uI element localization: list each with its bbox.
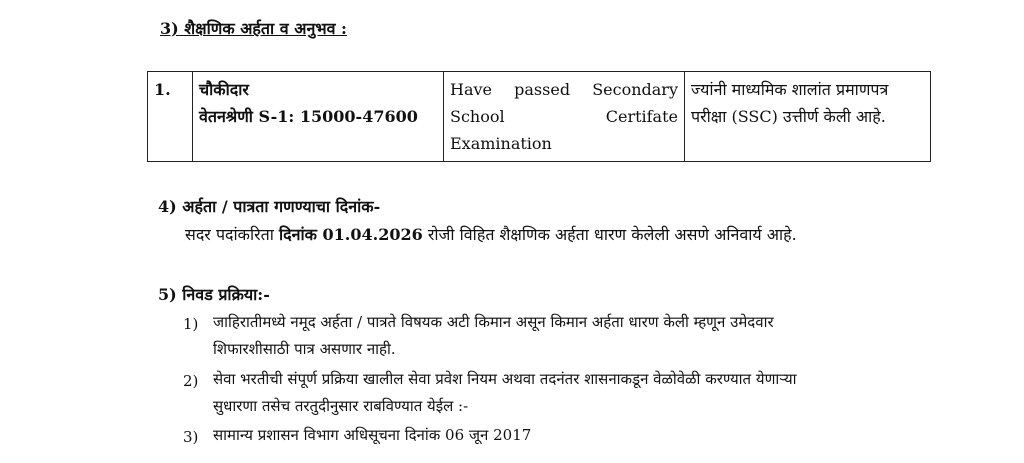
section-5-title: 5) निवड प्रक्रिया:-	[158, 285, 270, 304]
list-item-number: 1)	[183, 315, 199, 333]
section-4-date: दिनांक 01.04.2026	[279, 225, 423, 244]
qualification-table	[147, 71, 931, 162]
list-item-line: सामान्य प्रशासन विभाग अधिसूचना दिनांक 06 जून 2017	[213, 426, 532, 444]
section-3-title: 3) शैक्षणिक अर्हता व अनुभव :	[160, 19, 347, 38]
section-4-text	[185, 223, 797, 245]
post-name: चौकीदार	[199, 80, 249, 99]
table-row	[148, 72, 931, 162]
qualification-english-line2: School Certifate Examination	[450, 107, 678, 153]
row-number: 1.	[148, 72, 193, 162]
list-item-number: 3)	[183, 428, 199, 446]
list-item-line: जाहिरातीमध्ये नमूद अर्हता / पात्रते विषयक अटी किमान असून किमान अर्हता धारण केली म्हणून उमेदवार	[213, 313, 774, 331]
section-4-text-suffix: रोजी विहित शैक्षणिक अर्हता धारण केलेली असणे अनिवार्य आहे.	[427, 225, 797, 244]
list-item	[213, 366, 797, 420]
qualification-english-line1: Have passed Secondary	[450, 80, 678, 99]
list-item	[213, 422, 531, 449]
pay-scale: वेतनश्रेणी S-1: 15000-47600	[199, 107, 418, 126]
qualification-english	[444, 72, 685, 162]
post-cell	[193, 72, 444, 162]
section-4-title: 4) अर्हता / पात्रता गणण्याचा दिनांक-	[158, 197, 381, 216]
list-item	[213, 309, 774, 363]
qualification-marathi	[685, 72, 931, 162]
list-item-line: सुधारणा तसेच तरतुदीनुसार राबविण्यात येईल :-	[213, 397, 469, 415]
qualification-marathi-line2: परीक्षा (SSC) उत्तीर्ण केली आहे.	[691, 107, 886, 126]
list-item-line: सेवा भरतीची संपूर्ण प्रक्रिया खालील सेवा प्रवेश नियम अथवा तदनंतर शासनाकडून वेळोवेळी करण्यात येणाऱ्या	[213, 370, 797, 388]
qualification-marathi-line1: ज्यांनी माध्यमिक शालांत प्रमाणपत्र	[691, 80, 889, 99]
list-item-number: 2)	[183, 372, 199, 390]
section-4-text-prefix: सदर पदांकरिता	[185, 225, 274, 244]
list-item-line: शिफारशीसाठी पात्र असणार नाही.	[213, 340, 396, 358]
